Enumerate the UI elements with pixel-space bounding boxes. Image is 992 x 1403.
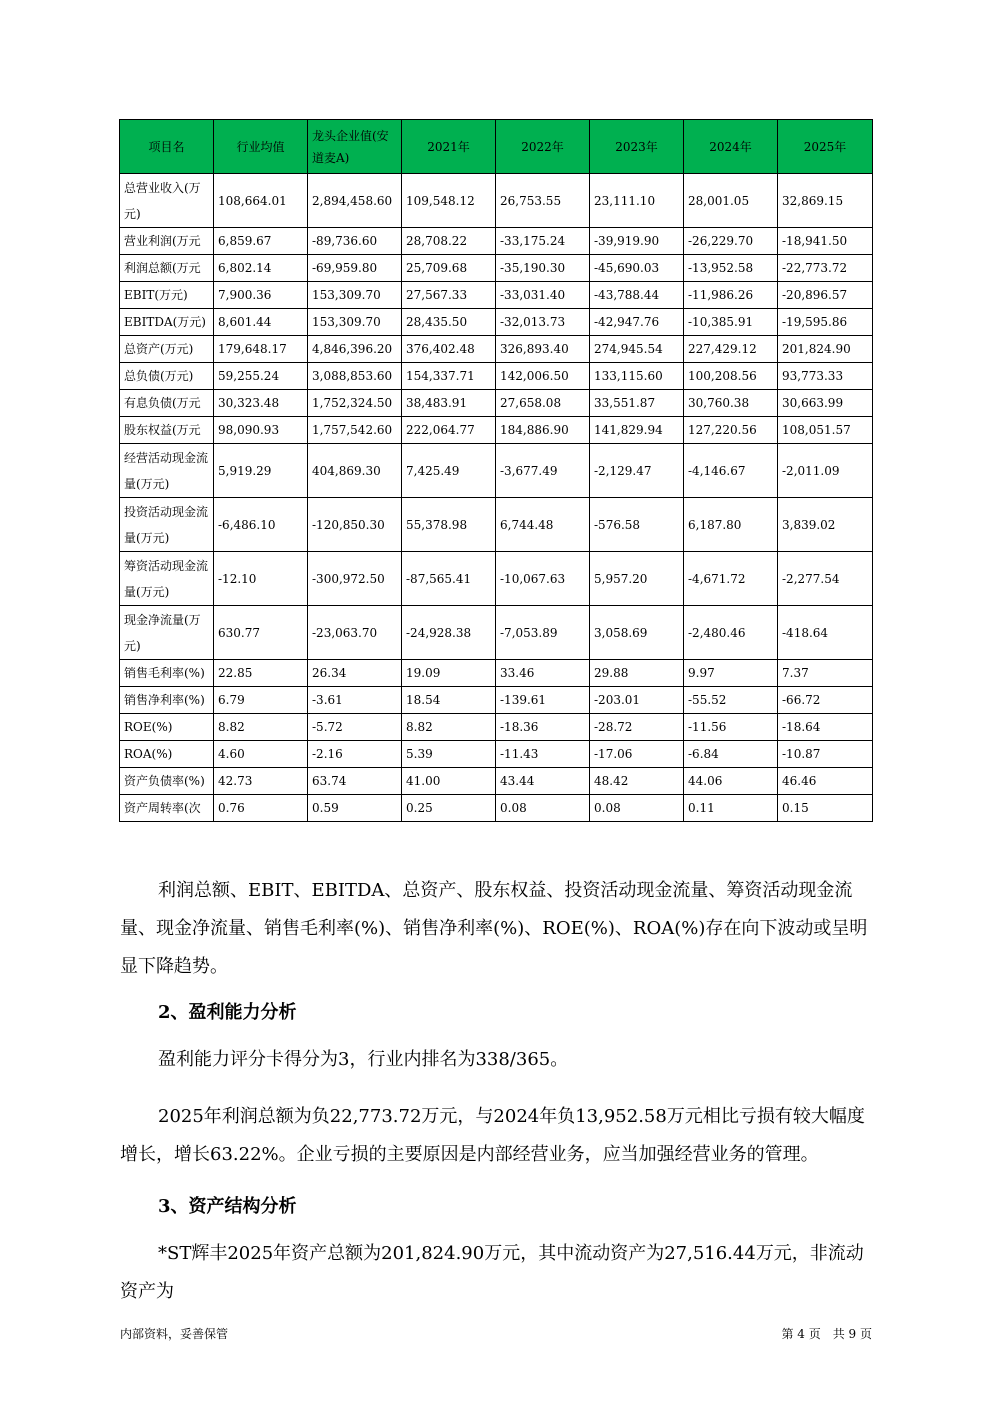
table-cell: 3,058.69 [590,606,684,660]
table-cell: -10.87 [778,741,873,768]
table-cell: 28,001.05 [684,174,778,228]
row-label: 经营活动现金流量(万元) [120,444,214,498]
table-cell: -7,053.89 [496,606,590,660]
table-cell: 6.79 [214,687,308,714]
table-cell: 27,567.33 [402,282,496,309]
table-cell: -35,190.30 [496,255,590,282]
table-cell: 30,663.99 [778,390,873,417]
col-header-industry-average: 行业均值 [214,120,308,174]
table-row [120,309,873,336]
section-heading-asset-structure: 3、资产结构分析 [158,1196,297,1217]
table-cell: -20,896.57 [778,282,873,309]
summary-paragraph: 利润总额、EBIT、EBITDA、总资产、股东权益、投资活动现金流量、筹资活动现金流量、现金净流量、销售毛利率(%)、销售净利率(%)、ROE(%)、ROA(%)存在向下波动或呈明显下降趋势。 [120,880,868,977]
table-cell: 0.11 [684,795,778,822]
table-cell: -11,986.26 [684,282,778,309]
table-cell: 154,337.71 [402,363,496,390]
table-cell: 25,709.68 [402,255,496,282]
col-header-2022: 2022年 [496,120,590,174]
table-cell: 38,483.91 [402,390,496,417]
financial-indicators-table [119,119,873,822]
table-cell: -17.06 [590,741,684,768]
profitability-score-paragraph: 盈利能力评分卡得分为3，行业内排名为338/365。 [158,1049,569,1070]
table-cell: -66.72 [778,687,873,714]
table-cell: 33.46 [496,660,590,687]
table-cell: 5,919.29 [214,444,308,498]
table-cell: 142,006.50 [496,363,590,390]
row-label: 现金净流量(万元) [120,606,214,660]
col-header-leader-value: 龙头企业值(安道麦A) [308,120,402,174]
table-row [120,228,873,255]
table-cell: 108,664.01 [214,174,308,228]
table-cell: 5,957.20 [590,552,684,606]
table-row [120,174,873,228]
row-label: 筹资活动现金流量(万元) [120,552,214,606]
table-cell: 227,429.12 [684,336,778,363]
row-label: 总负债(万元) [120,363,214,390]
table-cell: -2,480.46 [684,606,778,660]
table-cell: 201,824.90 [778,336,873,363]
table-cell: 30,760.38 [684,390,778,417]
table-cell: 1,752,324.50 [308,390,402,417]
row-label: 总资产(万元) [120,336,214,363]
table-cell: -3,677.49 [496,444,590,498]
table-cell: 100,208.56 [684,363,778,390]
table-cell: -2,011.09 [778,444,873,498]
table-row [120,714,873,741]
table-cell: 0.15 [778,795,873,822]
table-cell: -4,671.72 [684,552,778,606]
table-cell: 55,378.98 [402,498,496,552]
table-row [120,552,873,606]
row-label: 资产负债率(%) [120,768,214,795]
table-cell: 9.97 [684,660,778,687]
table-row [120,255,873,282]
asset-structure-paragraph: *ST辉丰2025年资产总额为201,824.90万元，其中流动资产为27,516.44万元，非流动资产为 [120,1243,864,1302]
row-label: EBIT(万元) [120,282,214,309]
table-cell: -18,941.50 [778,228,873,255]
table-cell: 108,051.57 [778,417,873,444]
table-cell: 30,323.48 [214,390,308,417]
table-cell: 0.59 [308,795,402,822]
row-label: 销售毛利率(%) [120,660,214,687]
table-cell: -418.64 [778,606,873,660]
table-row [120,390,873,417]
table-cell: 6,744.48 [496,498,590,552]
table-cell: -19,595.86 [778,309,873,336]
table-cell: 98,090.93 [214,417,308,444]
table-cell: -10,067.63 [496,552,590,606]
table-cell: 3,088,853.60 [308,363,402,390]
table-row [120,687,873,714]
table-row [120,768,873,795]
table-cell: 6,802.14 [214,255,308,282]
table-cell: -139.61 [496,687,590,714]
table-cell: 0.08 [590,795,684,822]
table-row [120,660,873,687]
table-cell: 4.60 [214,741,308,768]
table-cell: 0.08 [496,795,590,822]
table-cell: -33,175.24 [496,228,590,255]
row-label: 销售净利率(%) [120,687,214,714]
table-cell: 8.82 [214,714,308,741]
table-cell: -2.16 [308,741,402,768]
table-cell: 46.46 [778,768,873,795]
table-cell: -23,063.70 [308,606,402,660]
table-cell: 44.06 [684,768,778,795]
table-cell: -5.72 [308,714,402,741]
table-row [120,498,873,552]
table-cell: 274,945.54 [590,336,684,363]
table-cell: 179,648.17 [214,336,308,363]
table-cell: -24,928.38 [402,606,496,660]
table-cell: -32,013.73 [496,309,590,336]
col-header-2024: 2024年 [684,120,778,174]
table-row [120,444,873,498]
table-header-row [120,120,873,174]
row-label: EBITDA(万元) [120,309,214,336]
table-cell: -26,229.70 [684,228,778,255]
table-row [120,363,873,390]
table-cell: 48.42 [590,768,684,795]
table-cell: 28,435.50 [402,309,496,336]
table-cell: -43,788.44 [590,282,684,309]
table-cell: 63.74 [308,768,402,795]
table-row [120,336,873,363]
row-label: 资产周转率(次 [120,795,214,822]
table-cell: 23,111.10 [590,174,684,228]
table-cell: 222,064.77 [402,417,496,444]
table-cell: 42.73 [214,768,308,795]
row-label: ROA(%) [120,741,214,768]
table-cell: -4,146.67 [684,444,778,498]
table-cell: 184,886.90 [496,417,590,444]
footer-page-number: 第 4 页 共 9 页 [781,1327,872,1341]
row-label: 营业利润(万元 [120,228,214,255]
table-cell: 18.54 [402,687,496,714]
table-cell: -87,565.41 [402,552,496,606]
table-cell: 29.88 [590,660,684,687]
table-cell: -69,959.80 [308,255,402,282]
table-cell: 7.37 [778,660,873,687]
table-cell: -42,947.76 [590,309,684,336]
table-cell: 127,220.56 [684,417,778,444]
col-header-2025: 2025年 [778,120,873,174]
table-cell: -45,690.03 [590,255,684,282]
table-cell: -22,773.72 [778,255,873,282]
footer-confidential-note: 内部资料，妥善保管 [120,1327,229,1341]
table-cell: 1,757,542.60 [308,417,402,444]
table-cell: -18.36 [496,714,590,741]
col-header-item-name: 项目名 [120,120,214,174]
table-cell: 7,425.49 [402,444,496,498]
table-cell: 630.77 [214,606,308,660]
row-label: ROE(%) [120,714,214,741]
table-cell: -120,850.30 [308,498,402,552]
table-cell: -12.10 [214,552,308,606]
table-cell: 26.34 [308,660,402,687]
table-cell: 59,255.24 [214,363,308,390]
table-cell: -300,972.50 [308,552,402,606]
table-cell: 7,900.36 [214,282,308,309]
table-cell: 4,846,396.20 [308,336,402,363]
table-cell: 28,708.22 [402,228,496,255]
table-cell: 26,753.55 [496,174,590,228]
row-label: 利润总额(万元 [120,255,214,282]
table-cell: 22.85 [214,660,308,687]
table-cell: -55.52 [684,687,778,714]
table-cell: -11.56 [684,714,778,741]
table-cell: 27,658.08 [496,390,590,417]
table-cell: -28.72 [590,714,684,741]
table-cell: -6.84 [684,741,778,768]
table-cell: -39,919.90 [590,228,684,255]
table-cell: 326,893.40 [496,336,590,363]
table-cell: -33,031.40 [496,282,590,309]
table-cell: 0.76 [214,795,308,822]
col-header-2021: 2021年 [402,120,496,174]
table-cell: -203.01 [590,687,684,714]
table-body [120,174,873,822]
table-cell: 8.82 [402,714,496,741]
table-cell: -18.64 [778,714,873,741]
table-cell: 19.09 [402,660,496,687]
table-row [120,795,873,822]
table-cell: 33,551.87 [590,390,684,417]
table-cell: 153,309.70 [308,309,402,336]
table-cell: 109,548.12 [402,174,496,228]
table-cell: 6,187.80 [684,498,778,552]
row-label: 股东权益(万元 [120,417,214,444]
row-label: 有息负债(万元 [120,390,214,417]
table-cell: 0.25 [402,795,496,822]
table-cell: 41.00 [402,768,496,795]
table-cell: 6,859.67 [214,228,308,255]
table-cell: -11.43 [496,741,590,768]
table-cell: 404,869.30 [308,444,402,498]
table-cell: -576.58 [590,498,684,552]
table-cell: 8,601.44 [214,309,308,336]
table-cell: -2,277.54 [778,552,873,606]
table-cell: -10,385.91 [684,309,778,336]
col-header-2023: 2023年 [590,120,684,174]
table-cell: -6,486.10 [214,498,308,552]
table-cell: 141,829.94 [590,417,684,444]
table-cell: 3,839.02 [778,498,873,552]
table-row [120,417,873,444]
section-heading-profitability: 2、盈利能力分析 [158,1002,297,1023]
profit-analysis-paragraph: 2025年利润总额为负22,773.72万元，与2024年负13,952.58万元相比亏损有较大幅度增长，增长63.22%。企业亏损的主要原因是内部经营业务，应当加强经营业务的管理。 [120,1106,865,1165]
table-row [120,741,873,768]
table-cell: 93,773.33 [778,363,873,390]
row-label: 总营业收入(万元) [120,174,214,228]
table-cell: -89,736.60 [308,228,402,255]
row-label: 投资活动现金流量(万元) [120,498,214,552]
table-cell: -13,952.58 [684,255,778,282]
table-cell: -2,129.47 [590,444,684,498]
table-cell: 153,309.70 [308,282,402,309]
table-cell: 32,869.15 [778,174,873,228]
table-cell: 43.44 [496,768,590,795]
table-cell: 2,894,458.60 [308,174,402,228]
table-cell: 376,402.48 [402,336,496,363]
table-row [120,282,873,309]
table-cell: 133,115.60 [590,363,684,390]
table-cell: -3.61 [308,687,402,714]
table-row [120,606,873,660]
table-cell: 5.39 [402,741,496,768]
